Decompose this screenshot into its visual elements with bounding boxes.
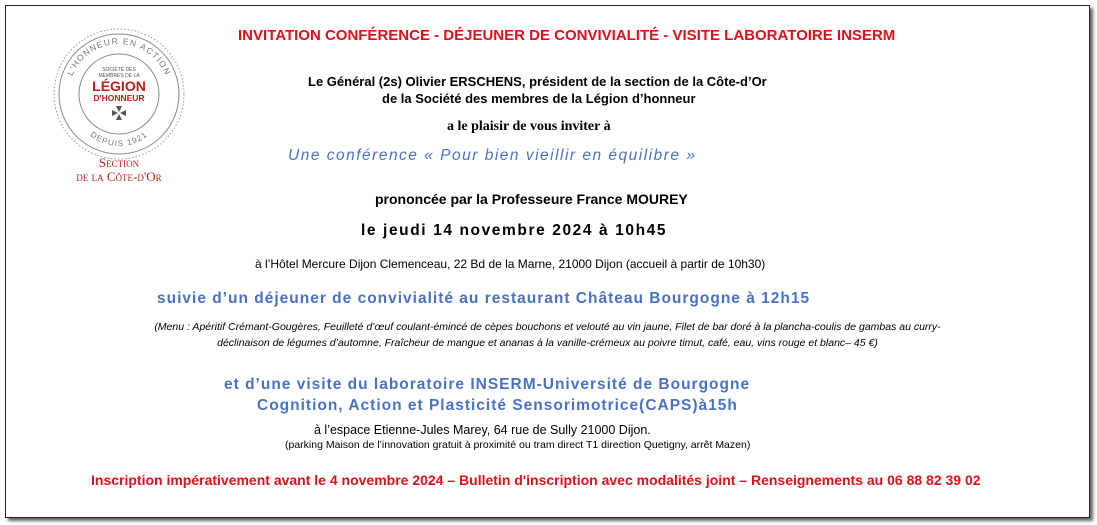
parking-line: (parking Maison de l’innovation gratuit à proximité ou tram direct T1 direction Quetigny, arrêt Mazen) bbox=[285, 439, 751, 451]
conference-title: Une conférence « Pour bien vieillir en équilibre » bbox=[288, 147, 697, 164]
visit-line1: et d’une visite du laboratoire INSERM-Université de Bourgogne bbox=[224, 376, 751, 393]
menu-line1: (Menu : Apéritif Crémant-Gougères, Feuilleté d’œuf coulant-émincé de cèpes bouchons et velouté au vin jaune, Filet de bar doré à la plancha-coulis de gambas au curry- bbox=[154, 321, 941, 333]
legion-honneur-logo bbox=[52, 27, 186, 161]
logo-honneur-text: D'HONNEUR bbox=[93, 93, 145, 103]
visit-address: à l’espace Etienne-Jules Marey, 64 rue de Sully 21000 Dijon. bbox=[314, 423, 651, 437]
event-date: le jeudi 14 novembre 2024 à 10h45 bbox=[361, 222, 668, 239]
lunch-line: suivie d’un déjeuner de convivialité au restaurant Château Bourgogne à 12h15 bbox=[157, 290, 811, 307]
venue-line: à l’Hôtel Mercure Dijon Clemenceau, 22 Bd de la Marne, 21000 Dijon (accueil à partir de 10h30) bbox=[255, 257, 766, 271]
logo-small-line1: SOCIÉTÉ DES bbox=[102, 67, 136, 73]
section-label-line2: de la Côte-d'Or bbox=[76, 169, 162, 184]
invitation-card bbox=[5, 5, 1090, 518]
logo-small-line2: MEMBRES DE LA bbox=[98, 73, 140, 79]
host-line1: Le Général (2s) Olivier ERSCHENS, président de la section de la Côte-d’Or bbox=[308, 74, 767, 89]
registration-line: Inscription impérativement avant le 4 novembre 2024 – Bulletin d'inscription avec modalités joint – Renseignements au 06 88 82 39 02 bbox=[91, 472, 981, 488]
invitation-title: INVITATION CONFÉRENCE - DÉJEUNER DE CONVIVIALITÉ - VISITE LABORATOIRE INSERM bbox=[238, 27, 896, 44]
host-line2: de la Société des membres de la Légion d’honneur bbox=[382, 91, 696, 106]
maltese-cross-icon bbox=[112, 106, 126, 120]
speaker-line: prononcée par la Professeure France MOUREY bbox=[375, 191, 688, 207]
section-label bbox=[46, 156, 192, 184]
logo-depuis-text: DEPUIS 1921 bbox=[88, 129, 150, 149]
menu-line2: déclinaison de légumes d’automne, Fraîcheur de mangue et ananas à la vanille-crémeux au poivre timut, café, eau, vins rouge et blanc– 45 €) bbox=[217, 337, 878, 349]
pleasure-line: a le plaisir de vous inviter à bbox=[447, 119, 611, 134]
logo-legion-text: LÉGION bbox=[92, 78, 146, 94]
logo-ring-text: L'HONNEUR EN ACTION bbox=[64, 35, 174, 77]
visit-line2: Cognition, Action et Plasticité Sensorimotrice(CAPS)à15h bbox=[257, 397, 738, 414]
section-label-line1: Section bbox=[98, 155, 140, 170]
